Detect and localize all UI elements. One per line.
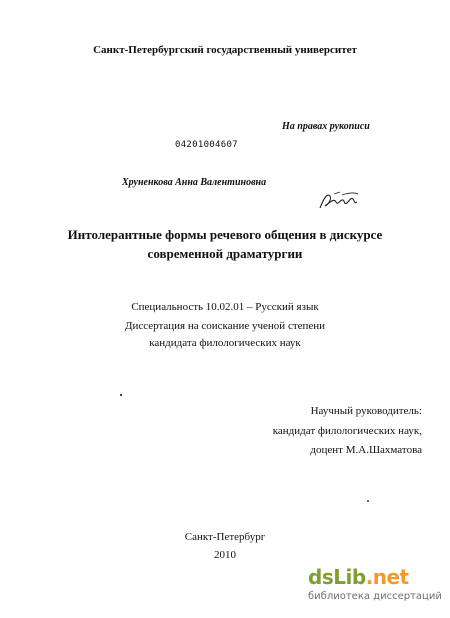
author-name: Хруненкова Анна Валентиновна — [122, 177, 267, 188]
supervisor-heading: Научный руководитель: — [310, 405, 422, 417]
signature-icon — [318, 190, 360, 212]
dissertation-title-line-1: Интолерантные формы речевого общения в дискурсе — [67, 227, 383, 242]
specialty-line: Специальность 10.02.01 – Русский язык — [131, 301, 319, 313]
scan-speck — [120, 394, 122, 396]
rights-note: На правах рукописи — [282, 121, 370, 132]
supervisor-name: доцент М.А.Шахматова — [310, 444, 422, 456]
watermark — [308, 566, 448, 603]
registration-code: 04201004607 — [175, 140, 238, 150]
year: 2010 — [214, 549, 236, 561]
dslib-logo — [308, 566, 448, 588]
supervisor-degree: кандидат филологических наук, — [272, 425, 422, 437]
watermark-subtitle: библиотека диссертаций — [308, 591, 442, 602]
degree-line: кандидата филологических наук — [149, 337, 301, 349]
logo-domain: .net — [365, 565, 409, 589]
scan-speck — [367, 500, 369, 502]
city: Санкт-Петербург — [184, 531, 266, 543]
dissertation-title-line-2: современной драматургии — [147, 246, 303, 261]
logo-text: dsLib — [308, 565, 366, 589]
dissertation-line: Диссертация на соискание ученой степени — [124, 320, 326, 332]
university-name: Санкт-Петербургский государственный университет — [93, 44, 357, 56]
